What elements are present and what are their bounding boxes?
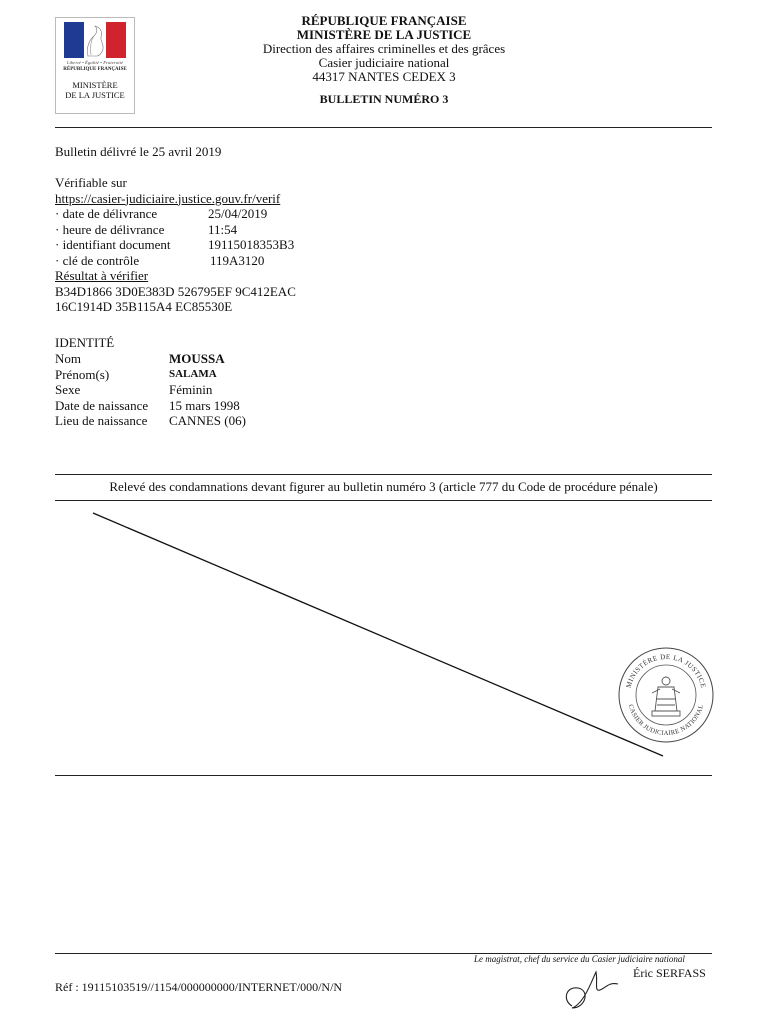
seal-bottom-text: CASIER JUDICIAIRE NATIONAL	[626, 703, 706, 738]
header-ministry: MINISTÈRE DE LA JUSTICE	[296, 27, 472, 42]
header-service: Casier judiciaire national	[318, 55, 450, 70]
header-address: 44317 NANTES CEDEX 3	[312, 69, 456, 84]
signatory-name: Éric SERFASS	[633, 966, 706, 980]
logo-ministry-line1: MINISTÈRE	[72, 80, 118, 90]
verification-url-link[interactable]: https://casier-judiciaire.justice.gouv.fr/verif	[55, 190, 281, 206]
convictions-bottom-divider	[55, 775, 712, 776]
field-label: Lieu de naissance	[55, 413, 148, 428]
field-value: 11:54	[208, 221, 238, 237]
header-bulletin: BULLETIN NUMÉRO 3	[319, 92, 449, 106]
seal-top-text: MINISTÈRE DE LA JUSTICE	[624, 652, 708, 689]
field-value: 119A3120	[210, 252, 265, 268]
field-value: SALAMA	[169, 367, 217, 380]
logo-motto: Liberté • Égalité • Fraternité	[66, 60, 124, 65]
field-label: Date de naissance	[55, 397, 149, 413]
signatory-title: Le magistrat, chef du service du Casier judiciaire national	[474, 954, 685, 964]
official-seal-stamp	[616, 645, 716, 745]
field-value: 15 mars 1998	[169, 397, 240, 413]
convictions-caption: Relevé des condamnations devant figurer au bulletin numéro 3 (article 777 du Code de procédure pénale)	[109, 479, 658, 494]
handwritten-signature	[560, 966, 630, 1014]
result-line-2: 16C1914D 35B115A4 EC85530E	[55, 299, 233, 314]
header-republic: RÉPUBLIQUE FRANÇAISE	[301, 13, 467, 28]
svg-text:CASIER JUDICIAIRE NATIONAL	[627, 704, 705, 737]
header-direction: Direction des affaires criminelles et des grâces	[262, 41, 506, 56]
delivery-line: Bulletin délivré le 25 avril 2019	[55, 144, 222, 159]
field-label: Sexe	[55, 382, 81, 397]
field-value: CANNES (06)	[169, 413, 246, 428]
field-value: 19115018353B3	[208, 237, 295, 252]
result-label: Résultat à vérifier	[55, 268, 149, 283]
field-value: Féminin	[169, 382, 213, 397]
logo-ministry-line2: DE LA JUSTICE	[65, 90, 125, 100]
field-label: · identifiant document	[55, 237, 171, 252]
field-label: · heure de délivrance	[55, 221, 165, 237]
verification-label: Vérifiable sur	[55, 175, 127, 190]
justice-figure-icon	[652, 677, 680, 716]
field-label: · date de délivrance	[55, 206, 158, 221]
result-line-1: B34D1866 3D0E383D 526795EF 9C412EAC	[55, 283, 296, 299]
identity-heading: IDENTITÉ	[55, 335, 115, 350]
field-label: · clé de contrôle	[55, 252, 140, 268]
field-value: MOUSSA	[169, 351, 225, 366]
field-value: 25/04/2019	[208, 206, 268, 221]
field-label: Prénom(s)	[55, 366, 110, 382]
field-label: Nom	[55, 351, 81, 366]
document-reference: Réf : 19115103519//1154/000000000/INTERNET/000/N/N	[55, 980, 343, 994]
logo-republic: RÉPUBLIQUE FRANÇAISE	[63, 67, 127, 72]
